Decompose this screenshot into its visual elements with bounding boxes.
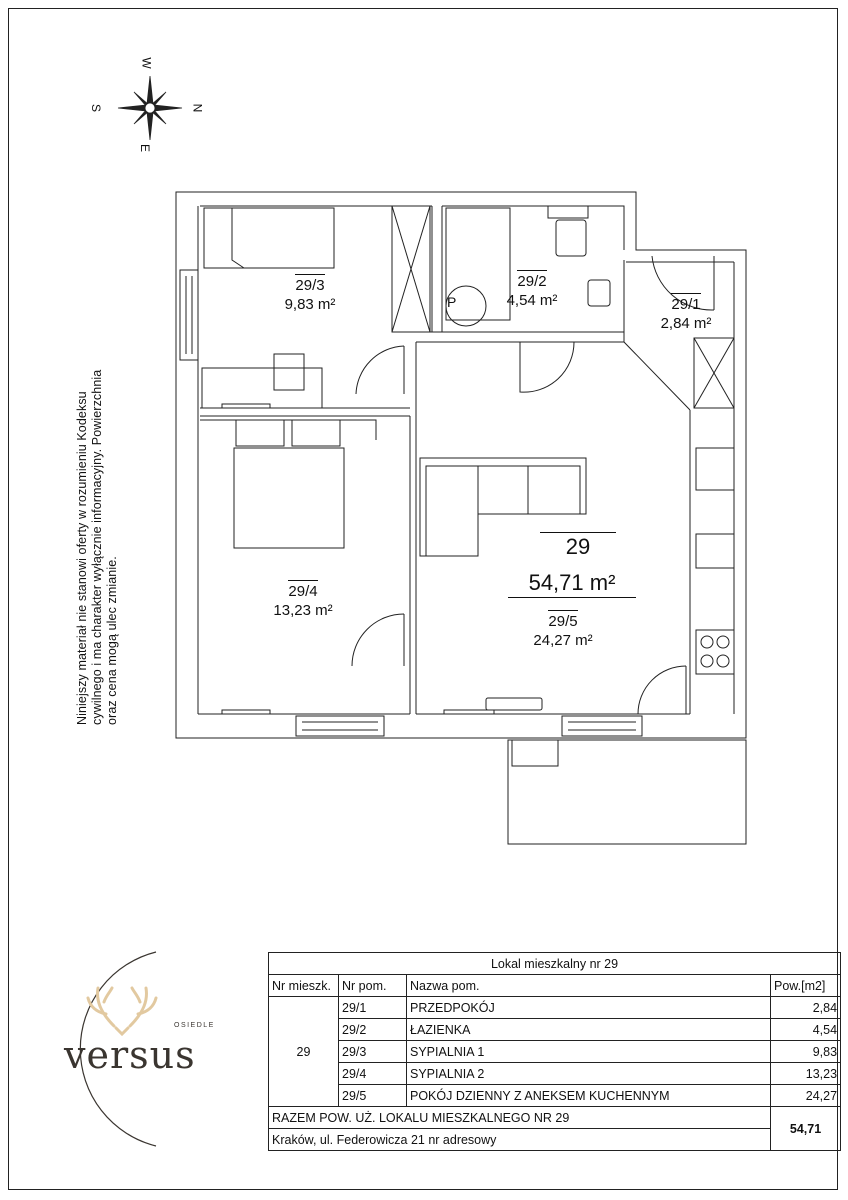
total-label-cell: RAZEM POW. UŻ. LOKALU MIESZKALNEGO NR 29: [269, 1107, 771, 1129]
room-label-29-2: [492, 270, 572, 309]
room-area-cell: 4,54: [771, 1019, 841, 1041]
address-cell: Kraków, ul. Federowicza 21 nr adresowy: [269, 1129, 771, 1151]
compass-e-label: E: [138, 143, 153, 153]
outer-wall: [176, 192, 746, 738]
table-title: Lokal mieszkalny nr 29: [269, 953, 841, 975]
table-header: Pow.[m2]: [771, 975, 841, 997]
room-number: 29/2: [517, 270, 546, 290]
table-row: [269, 1085, 841, 1107]
table-header: Nr pom.: [339, 975, 407, 997]
logo: [56, 945, 246, 1145]
apartment-area: 54,71 m²: [508, 570, 636, 598]
table-header: Nazwa pom.: [407, 975, 771, 997]
table-row: [269, 1041, 841, 1063]
table-row: [269, 997, 841, 1019]
logo-subtitle: OSIEDLE: [174, 1022, 215, 1029]
room-nr-cell: 29/1: [339, 997, 407, 1019]
room-area-cell: 13,23: [771, 1063, 841, 1085]
room-area: 4,54 m²: [506, 292, 558, 309]
compass-w-label: W: [139, 57, 154, 69]
bathtub-p-label: P: [447, 294, 457, 310]
room-label-29-5: [518, 610, 608, 649]
room-number: 29/1: [671, 293, 700, 313]
room-number: 29/3: [295, 274, 324, 294]
compass-s-label: S: [89, 103, 104, 113]
disclaimer-line: oraz cena mogą ulec zmianie.: [105, 556, 119, 725]
room-area-cell: 9,83: [771, 1041, 841, 1063]
room-name-cell: POKÓJ DZIENNY Z ANEKSEM KUCHENNYM: [407, 1085, 771, 1107]
apartment-number-cell: 29: [269, 997, 339, 1107]
room-area: 2,84 m²: [660, 315, 712, 332]
room-name-cell: SYPIALNIA 1: [407, 1041, 771, 1063]
room-nr-cell: 29/2: [339, 1019, 407, 1041]
apartment-table: [268, 952, 841, 1151]
room-label-29-3: [270, 274, 350, 313]
room-name-cell: ŁAZIENKA: [407, 1019, 771, 1041]
room-nr-cell: 29/3: [339, 1041, 407, 1063]
room-area: 9,83 m²: [284, 296, 336, 313]
room-area: 13,23 m²: [273, 602, 333, 619]
table-header: Nr mieszk.: [269, 975, 339, 997]
logo-wordmark: versus: [64, 1033, 196, 1077]
table-row: [269, 1019, 841, 1041]
room-number: 29/5: [548, 610, 577, 630]
room-area-cell: 24,27: [771, 1085, 841, 1107]
total-value-cell: 54,71: [771, 1107, 841, 1151]
compass-n-label: N: [190, 103, 205, 113]
room-area-cell: 2,84: [771, 997, 841, 1019]
room-number: 29/4: [288, 580, 317, 600]
room-label-29-4: [258, 580, 348, 619]
room-area: 24,27 m²: [533, 632, 593, 649]
room-name-cell: SYPIALNIA 2: [407, 1063, 771, 1085]
table-row: [269, 1063, 841, 1085]
room-name-cell: PRZEDPOKÓJ: [407, 997, 771, 1019]
disclaimer-line: cywilnego i ma charakter wyłącznie informacyjny. Powierzchnia: [90, 369, 104, 725]
room-nr-cell: 29/5: [339, 1085, 407, 1107]
disclaimer-line: Niniejszy materiał nie stanowi oferty w rozumieniu Kodeksu: [75, 391, 89, 725]
disclaimer-text: [75, 285, 120, 725]
room-label-29-1: [646, 293, 726, 332]
apartment-number: 29: [540, 532, 616, 560]
room-nr-cell: 29/4: [339, 1063, 407, 1085]
